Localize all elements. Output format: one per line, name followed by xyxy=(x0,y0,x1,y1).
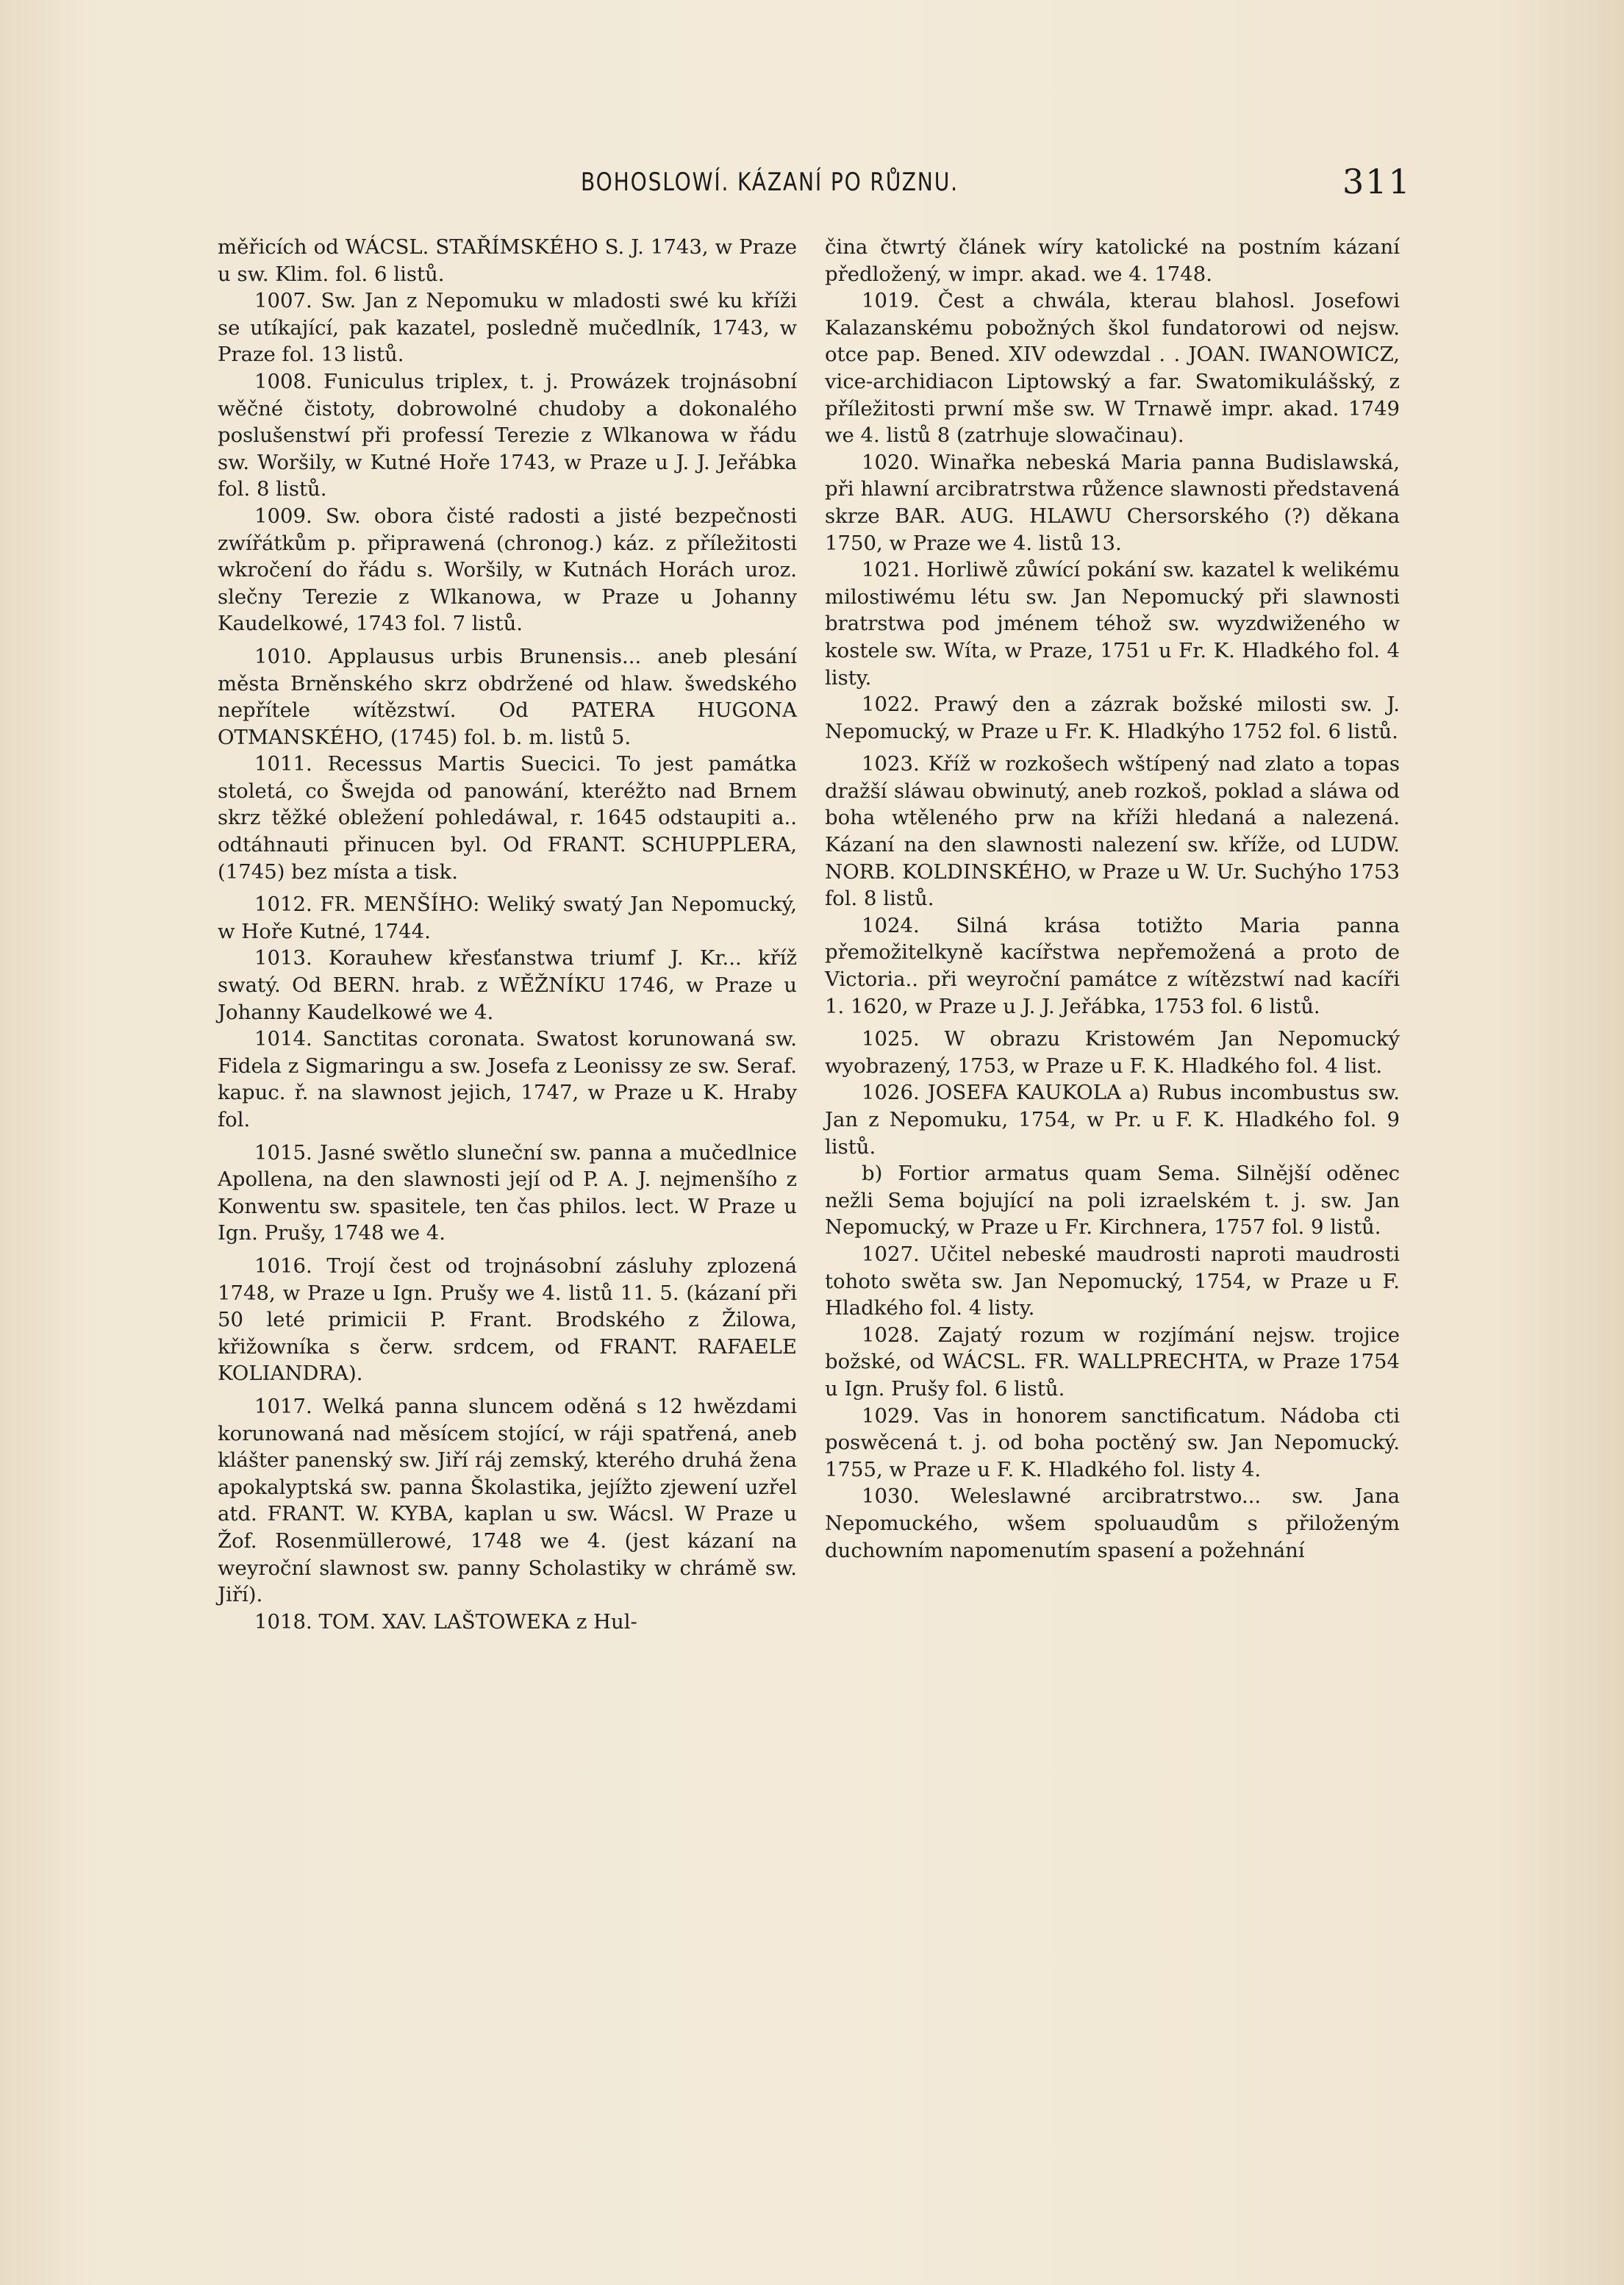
left-column xyxy=(218,234,797,1635)
paragraph: 1026. JOSEFA KAUKOLA a) Rubus incombustus sw. Jan z Nepomuku, 1754, w Pr. u F. K. Hladkého fol. 9 listů. xyxy=(825,1081,1400,1159)
paragraph: 1014. Sanctitas coronata. Swatost korunowaná sw. Fidela z Sigmaringu a sw. Josefa z Leonissy ze sw. Seraf. kapuc. ř. na slawnost jejich, 1747, w Praze u K. Hraby fol. xyxy=(218,1027,797,1131)
page-number: 311 xyxy=(1342,162,1412,201)
paragraph: měřicích od WÁCSL. STAŘÍMSKÉHO S. J. 1743, w Praze u sw. Klim. fol. 6 listů. xyxy=(218,235,797,286)
paragraph: 1010. Applausus urbis Brunensis... aneb plesání města Brněnského skrz obdržené od hlaw. šwedského nepřítele wítězstwí. Od PATERA HUGONA OTMANSKÉHO, (1745) fol. b. m. listů 5. xyxy=(218,644,797,749)
paragraph: 1023. Kříž w rozkošech wštípený nad zlato a topas dražší sláwau obwinutý, aneb rozkoš, poklad a sláwa od boha wtěleného prw na kříži hledaná a nalezená. Kázaní na den slawnosti nalezení sw. kříže, od LUDW. NORB. KOLDINSKÉHO, w Praze u W. Ur. Suchýho 1753 fol. 8 listů. xyxy=(825,752,1400,911)
page-header xyxy=(0,162,1624,212)
paragraph: 1027. Učitel nebeské maudrosti naproti maudrosti tohoto swěta sw. Jan Nepomucký, 1754, w Praze u F. Hladkého fol. 4 listy. xyxy=(825,1242,1400,1320)
paragraph: 1021. Horliwě zůwící pokání sw. kazatel k welikému milostiwému létu sw. Jan Nepomucký při slawnosti bratrstwa pod jménem téhož sw. wyzdwiženého w kostele sw. Wíta, w Praze, 1751 u Fr. K. Hladkého fol. 4 listy. xyxy=(825,558,1400,690)
paragraph: 1022. Prawý den a zázrak božské milosti sw. J. Nepomucký, w Praze u Fr. K. Hladkýho 1752 fol. 6 listů. xyxy=(825,693,1400,743)
paragraph: 1024. Silná krása totižto Maria panna přemožitelkyně kacířstwa nepřemožená a proto de Victoria.. při weyroční památce z wítězstwí nad kacíři 1. 1620, w Praze u J. J. Jeřábka, 1753 fol. 6 listů. xyxy=(825,913,1400,1018)
paragraph: 1029. Vas in honorem sanctificatum. Nádoba cti poswěcená t. j. od boha poctěný sw. Jan Nepomucký. 1755, w Praze u F. K. Hladkého fol. listy 4. xyxy=(825,1403,1400,1481)
paragraph: 1015. Jasné swětlo sluneční sw. panna a mučedlnice Apollena, na den slawnosti její od P. A. J. nejmenšího z Konwentu sw. spasitele, ten čas philos. lect. W Praze u Ign. Prušy, 1748 we 4. xyxy=(218,1140,797,1245)
paragraph: 1016. Trojí čest od trojnásobní zásluhy zplozená 1748, w Praze u Ign. Prušy we 4. listů 11. 5. (kázaní při 50 leté primicii P. Frant. Brodského z Žilowa, křižowníka s čerw. srdcem, od FRANT. RAFAELE KOLIANDRA). xyxy=(218,1254,797,1386)
paragraph: 1013. Korauhew křesťanstwa triumf J. Kr... kříž swatý. Od BERN. hrab. z WĚŽNÍKU 1746, w Praze u Johanny Kaudelkowé we 4. xyxy=(218,946,797,1024)
paragraph: 1009. Sw. obora čisté radosti a jisté bezpečnosti zwířátkům p. připrawená (chronog.) káz. z příležitosti wkročení do řádu s. Woršily, w Kutnách Horách uroz. slečny Terezie z Wlkanowa, w Praze u Johanny Kaudelkowé, 1743 fol. 7 listů. xyxy=(218,504,797,636)
paragraph: 1018. TOM. XAV. LAŠTOWEKA z Hul- xyxy=(254,1609,637,1634)
paragraph: 1011. Recessus Martis Suecici. To jest památka stoletá, co Šwejda od panowání, kteréžto nad Brnem skrz těžké obležení pohledáwal, r. 1645 odstaupiti a.. odtáhnauti přinucen byl. Od FRANT. SCHUPPLERA, (1745) bez místa a tisk. xyxy=(218,752,797,884)
running-title: BOHOSLOWÍ. KÁZANÍ PO RŮZNU. xyxy=(581,168,959,197)
paragraph: b) Fortior armatus quam Sema. Silnější oděnec nežli Sema bojující na poli izraelském t. j. sw. Jan Nepomucký, w Praze u Fr. Kirchnera, 1757 fol. 9 listů. xyxy=(825,1162,1400,1240)
paragraph: 1017. Welká panna sluncem oděná s 12 hwězdami korunowaná nad měsícem stojící, w ráji spatřená, aneb klášter panenský sw. Jiří ráj zemský, kterého druhá žena apokalyptská sw. panna Školastika, jejížto zjewení uzřel atd. FRANT. W. KYBA, kaplan u sw. Wácsl. W Praze u Žof. Rosenmüllerowé, 1748 we 4. (jest kázaní na weyroční slawnost sw. panny Scholastiky w chrámě sw. Jiří). xyxy=(218,1394,797,1607)
paragraph: 1030. Weleslawné arcibratrstwo... sw. Jana Nepomuckého, wšem spoluaudům s přiloženým duchowním napomenutím spasení a požehnání xyxy=(825,1484,1400,1562)
paragraph: 1007. Sw. Jan z Nepomuku w mladosti swé ku kříži se utíkající, pak kazatel, posledně mučedlník, 1743, w Praze fol. 13 listů. xyxy=(218,289,797,367)
paragraph: 1012. FR. MENŠÍHO: Weliký swatý Jan Nepomucký, w Hoře Kutné, 1744. xyxy=(218,893,797,943)
paragraph: 1008. Funiculus triplex, t. j. Prowázek trojnásobní wěčné čistoty, dobrowolné chudoby a dokonalého poslušenstwí při professí Terezie z Wlkanowa w řádu sw. Woršily, w Kutné Hoře 1743, w Praze u J. J. Jeřábka fol. 8 listů. xyxy=(218,369,797,501)
right-column xyxy=(825,234,1400,1564)
paragraph: čina čtwrtý článek wíry katolické na postním kázaní předložený, w impr. akad. we 4. 1748. xyxy=(825,235,1400,286)
paragraph: 1025. W obrazu Kristowém Jan Nepomucký wyobrazený, 1753, w Praze u F. K. Hladkého fol. 4 list. xyxy=(825,1027,1400,1078)
paragraph: 1028. Zajatý rozum w rozjímání nejsw. trojice božské, od WÁCSL. FR. WALLPRECHTA, w Praze 1754 u Ign. Prušy fol. 6 listů. xyxy=(825,1323,1400,1401)
paragraph: 1020. Winařka nebeská Maria panna Budislawská, při hlawní arcibratrstwa růžence slawnosti představená skrze BAR. AUG. HLAWU Chersorského (?) děkana 1750, w Praze we 4. listů 13. xyxy=(825,450,1400,555)
paragraph: 1019. Čest a chwála, kterau blahosl. Josefowi Kalazanskému pobožných škol fundatorowi od nejsw. otce pap. Bened. XIV odewzdal . . JOAN. IWANOWICZ, vice-archidiacon Liptowský a far. Swatomikulášský, z příležitosti prwní mše sw. W Trnawě impr. akad. 1749 we 4. listů 8 (zatrhuje slowačinau). xyxy=(825,289,1400,448)
